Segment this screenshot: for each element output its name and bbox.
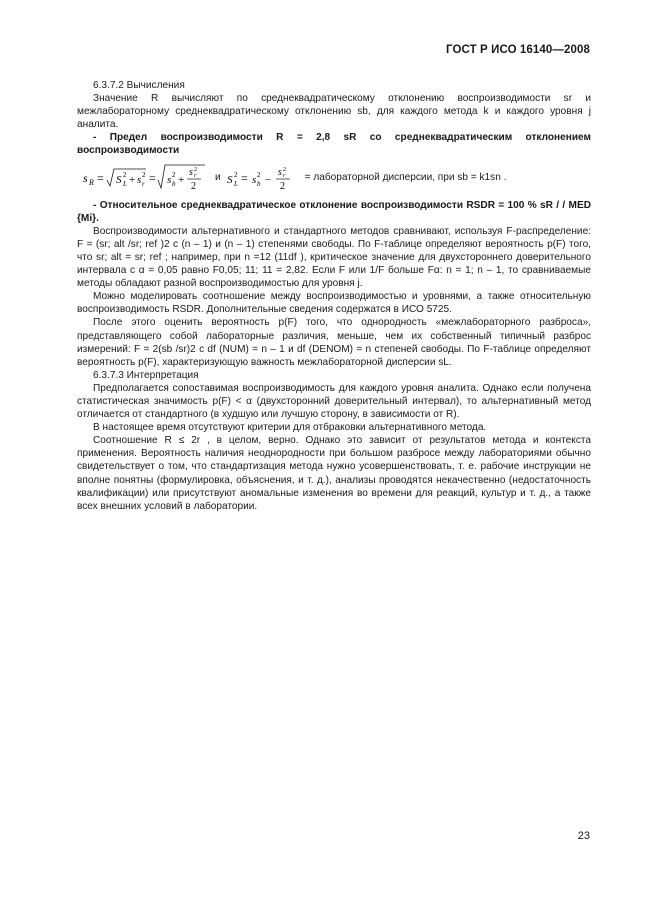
svg-text:s: s	[167, 173, 172, 186]
formula-sl-svg	[225, 163, 301, 193]
calc-paragraph-5: Можно моделировать соотношение между воспроизводимостью и уровнями, а также относительную воспроизводимость RSDR. Дополнительные сведения содержатся в ИСО 5725.	[77, 291, 591, 316]
svg-text:−: −	[264, 173, 271, 186]
interp-paragraph-3: Соотношение R ≤ 2r , в целом, верно. Однако это зависит от результатов метода и контекста применения. Вероятность наличия неоднородности при большом разбросе между лабораториями обычно свидетельствует о том, что стандартизация метода нужно усовершенствовать, т. е. рабочие инструкции не вполне понятны (формулировка, объяснения, и т. д.), анализы проводятся некачественно (недостаточность квалификации) или присутствуют аномальные изменения во времени для реакций, культур и т. д., а также всех внешних условий в лаборатории.	[77, 435, 591, 512]
page-number: 23	[577, 830, 590, 842]
formula-tail: = лабораторной дисперсии, при sb = k1sn .	[304, 172, 507, 184]
svg-text:+: +	[129, 173, 136, 186]
standard-code-header: ГОСТ Р ИСО 16140—2008	[445, 44, 590, 56]
calc-paragraph-4: Воспроизводимости альтернативного и стандартного методов сравнивают, используя F-распределение: F = (sr; alt /sr; ref )2 с (n – 1) и (n – 1) степенями свободы. По F-таблице определяют вероятность p(F) того, что sr; alt = sr; ref ; например, при n =12 (11df ), критическое значение для двухстороннего доверительного интервала с α = 0,05 равно F0,05; 11; 11 = 2,82. Если F или 1/F больше Fα: n = 1; n – 1, то сравниваемые методы обладают разной воспроизводимостью для уровня j.	[77, 225, 591, 290]
svg-text:r: r	[194, 172, 197, 179]
svg-text:r: r	[282, 172, 285, 179]
formula-and: и	[215, 172, 221, 184]
svg-text:b: b	[256, 179, 261, 188]
svg-text:b: b	[172, 179, 176, 188]
svg-text:=: =	[149, 170, 156, 185]
document-body	[77, 79, 591, 513]
interp-paragraph-2: В настоящее время отсутствуют критерии для отбраковки альтернативного метода.	[93, 422, 487, 434]
svg-text:r: r	[142, 179, 145, 188]
svg-text:2: 2	[142, 170, 146, 179]
svg-text:2: 2	[194, 166, 197, 173]
calc-paragraph-2: - Предел воспроизводимости R = 2,8 sR со среднеквадратическим отклонением воспроизводимости	[77, 132, 591, 157]
svg-text:2: 2	[282, 166, 286, 173]
svg-text:s: s	[277, 166, 282, 178]
svg-text:+: +	[178, 173, 185, 186]
interp-paragraph-1: Предполагается сопоставимая воспроизводимость для каждого уровня аналита. Однако если получена статистическая значимость p(F) < α (двухсторонний доверительный интервал), то альтернативный метод отличается от стандартного (в худшую или лучшую сторону, в зависимости от R).	[77, 382, 591, 421]
calc-paragraph-3: - Относительное среднеквадратическое отклонение воспроизводимости RSDR = 100 % sR / / MED {Mi}.	[77, 199, 591, 224]
section-heading-calc: 6.3.7.2 Вычисления	[93, 80, 185, 91]
svg-text:2: 2	[123, 170, 127, 179]
svg-text:2: 2	[172, 170, 176, 179]
reproducibility-formula	[77, 163, 591, 193]
section-heading-interp: 6.3.7.3 Интерпретация	[93, 369, 199, 381]
svg-text:S: S	[226, 173, 233, 186]
svg-text:2: 2	[191, 180, 196, 192]
svg-text:2: 2	[279, 180, 285, 192]
svg-text:=: =	[97, 170, 104, 185]
svg-text:R: R	[89, 177, 94, 187]
svg-text:2: 2	[256, 170, 261, 179]
svg-text:s: s	[251, 173, 256, 186]
svg-text:L: L	[123, 179, 127, 188]
svg-text:=: =	[240, 170, 248, 185]
calc-paragraph-1: Значение R вычисляют по среднеквадратическому отклонению воспроизводимости sr и межлабораторному среднеквадратическому отклонению sb, для каждого метода k и каждого уровня j аналита.	[77, 93, 591, 131]
svg-text:L: L	[233, 179, 238, 188]
svg-text:s: s	[189, 166, 193, 178]
formula-sr-svg	[81, 163, 211, 193]
svg-text:s: s	[83, 170, 88, 185]
calc-paragraph-6: После этого оценить вероятность p(F) того, что однородность «межлабораторного разброса», представляющего собой лабораторные различия, меньше, чем их собственный типичный разброс измерений: F = 2(sb /sr)2 с df (NUM) = n – 1 и df (DENOM) = n степеней свободы. По F-таблице определяют вероятность p(F), характеризующую важность межлабораторной дисперсии sL.	[77, 317, 591, 368]
svg-text:S: S	[116, 173, 122, 186]
svg-text:s: s	[137, 173, 142, 186]
svg-text:2: 2	[233, 170, 238, 179]
